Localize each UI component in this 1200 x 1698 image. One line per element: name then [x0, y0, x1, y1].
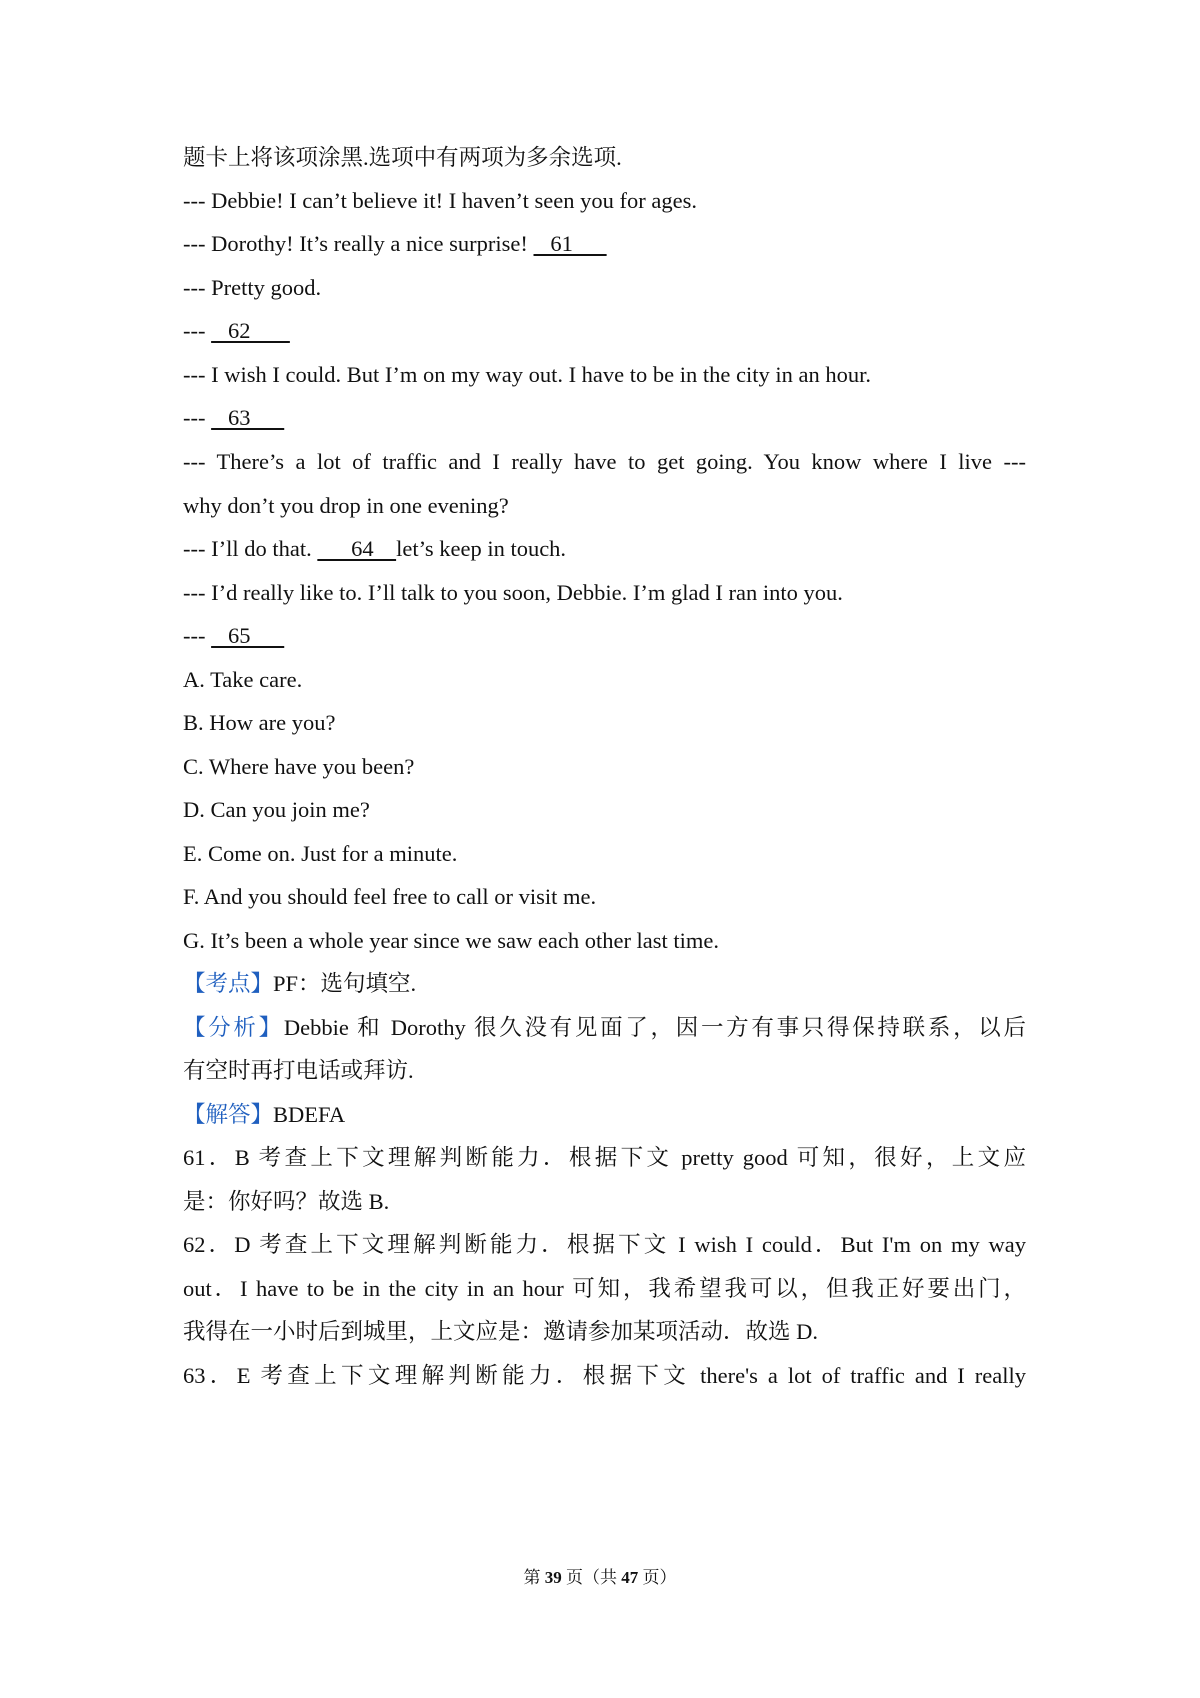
option-d: D. Can you join me?	[183, 797, 370, 822]
blank-62: 62	[211, 318, 290, 343]
dialogue-line-3: --- Pretty good.	[183, 275, 322, 300]
explanation-61-line-1: 61．B 考查上下文理解判断能力．根据下文 pretty good 可知，很好，上文应	[183, 1145, 1026, 1170]
dialogue-line-1: --- Debbie! I can’t believe it! I haven’t seen you for ages.	[183, 188, 697, 213]
fenxi-line-1	[183, 1013, 1026, 1043]
explanation-62-line-1: 62．D 考查上下文理解判断能力．根据下文 I wish I could．But I'm on my way	[183, 1232, 1026, 1257]
option-a: A. Take care.	[183, 667, 303, 692]
dialogue-line-6	[183, 403, 1026, 433]
option-e: E. Come on. Just for a minute.	[183, 841, 458, 866]
dialogue-text: ---	[183, 405, 212, 430]
blank-64: 64	[317, 536, 397, 561]
dialogue-text: --- Dorothy! It’s really a nice surprise!	[183, 231, 534, 256]
option-b: B. How are you?	[183, 710, 336, 735]
page-footer	[0, 1563, 1200, 1588]
footer-page-number: 39	[544, 1568, 562, 1587]
fenxi-text: Debbie 和 Dorothy 很久没有见面了，因一方有事只得保持联系，以后	[283, 1015, 1026, 1040]
jieda-line	[183, 1100, 1026, 1130]
dialogue-line-5: --- I wish I could. But I’m on my way out. I have to be in the city in an hour.	[183, 362, 871, 387]
dialogue-line-10: --- I’d really like to. I’ll talk to you soon, Debbie. I’m glad I ran into you.	[183, 580, 843, 605]
fenxi-tag: 【分析】	[183, 1015, 284, 1040]
dialogue-line-11	[183, 621, 1026, 651]
footer-total-pages: 47	[621, 1568, 639, 1587]
explanation-62-line-2: out．I have to be in the city in an hour 可知，我希望我可以，但我正好要出门，	[183, 1276, 1026, 1301]
blank-63: 63	[211, 405, 285, 430]
dialogue-text: ---	[183, 623, 212, 648]
kaodian-text: PF：选句填空.	[273, 971, 417, 996]
dialogue-line-7: --- There’s a lot of traffic and I really have to get going. You know where I live ---	[183, 449, 1026, 474]
footer-text: 第	[523, 1568, 545, 1587]
blank-61: 61	[533, 231, 607, 256]
kaodian-line	[183, 969, 1026, 999]
blank-65: 65	[211, 623, 285, 648]
explanation-63-line-1: 63．E 考查上下文理解判断能力．根据下文 there's a lot of traffic and I really	[183, 1363, 1026, 1388]
dialogue-text: let’s keep in touch.	[396, 536, 567, 561]
fenxi-line-2: 有空时再打电话或拜访.	[183, 1058, 414, 1083]
kaodian-tag: 【考点】	[183, 971, 274, 996]
dialogue-text: --- I’ll do that.	[183, 536, 318, 561]
dialogue-line-4	[183, 316, 1026, 346]
intro-line: 题卡上将该项涂黑.选项中有两项为多余选项.	[183, 145, 622, 170]
option-c: C. Where have you been?	[183, 754, 415, 779]
footer-text: 页）	[638, 1568, 677, 1587]
dialogue-line-8: why don’t you drop in one evening?	[183, 493, 509, 518]
option-g: G. It’s been a whole year since we saw each other last time.	[183, 928, 720, 953]
dialogue-line-9	[183, 534, 1026, 564]
dialogue-text: ---	[183, 318, 212, 343]
explanation-62-line-3: 我得在一小时后到城里，上文应是：邀请参加某项活动．故选 D.	[183, 1319, 818, 1344]
jieda-tag: 【解答】	[183, 1102, 274, 1127]
dialogue-line-2	[183, 229, 1026, 259]
option-f: F. And you should feel free to call or visit me.	[183, 884, 597, 909]
footer-text: 页（共	[561, 1568, 622, 1587]
jieda-text: BDEFA	[273, 1102, 346, 1127]
explanation-61-line-2: 是：你好吗？故选 B.	[183, 1189, 390, 1214]
